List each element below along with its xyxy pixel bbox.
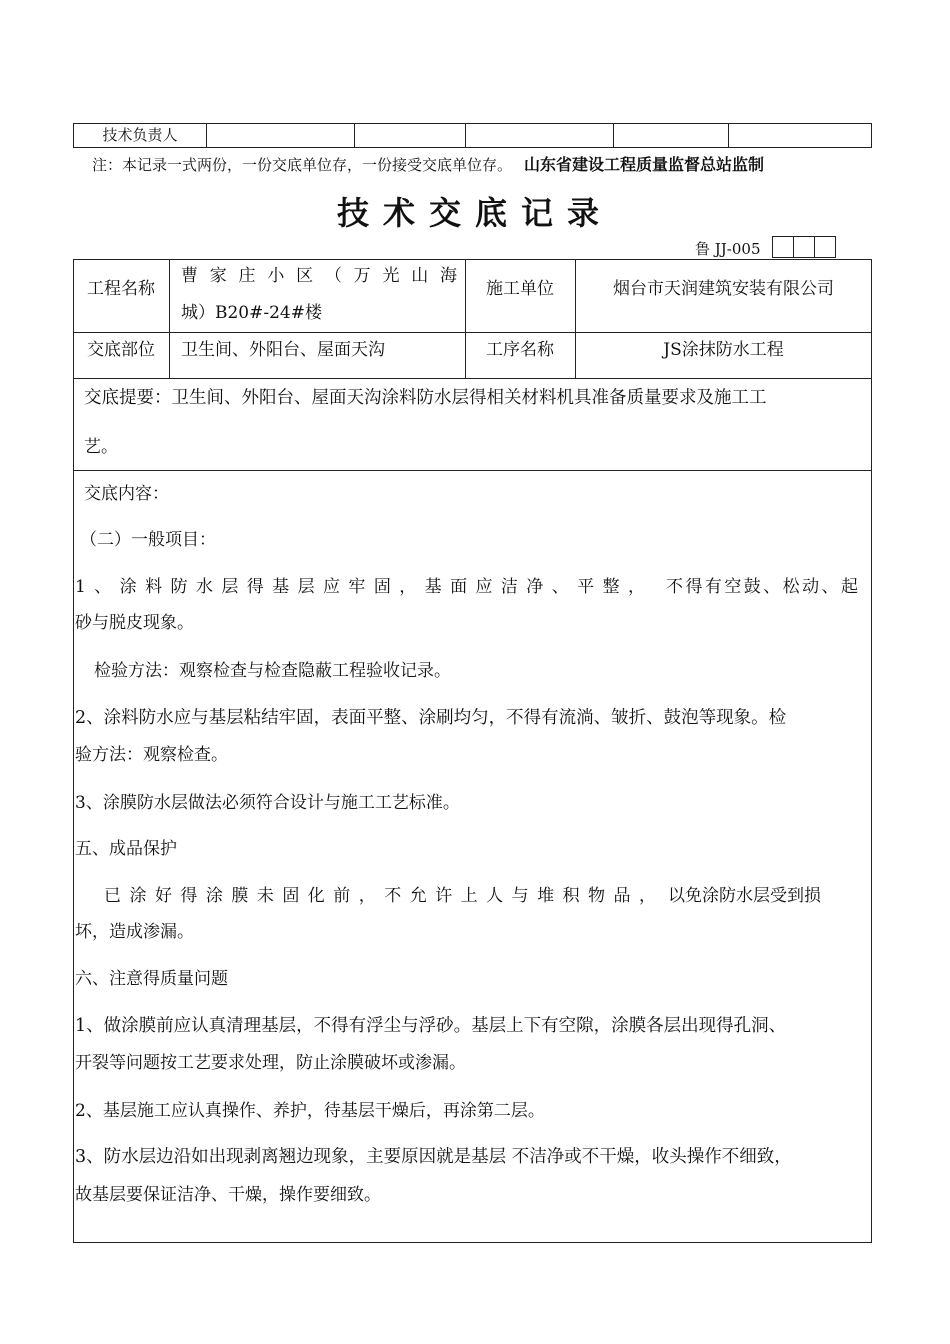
item2-line1: 2、涂料防水应与基层粘结牢固，表面平整、涂刷均匀，不得有流淌、皱折、鼓泡等现象。检: [75, 708, 787, 728]
location-value: 卫生间、外阳台、屋面天沟: [181, 340, 385, 360]
general-items-heading: （二）一般项目：: [80, 530, 216, 550]
protect-line1b: 以免涂防水层受到损: [668, 886, 821, 906]
project-name-line1: 曹家庄小区（万光山海: [181, 266, 457, 286]
section6-heading: 六、注意得质量问题: [75, 969, 228, 989]
signature-cell[interactable]: [355, 124, 466, 147]
process-value: JS涂抹防水工程: [663, 340, 784, 360]
item1-line2: 砂与脱皮现象。: [75, 613, 194, 633]
row-divider: [74, 332, 871, 333]
footnote: [92, 152, 764, 175]
code-box[interactable]: [793, 236, 815, 258]
contractor-label: 施工单位: [486, 279, 554, 299]
signature-cell[interactable]: [729, 124, 871, 147]
row-divider: [74, 470, 871, 471]
code-box[interactable]: [772, 236, 794, 258]
protect-line1a: 已涂好得涂膜未固化前，不允许上人与堆积物品，: [104, 886, 656, 906]
item1-method: 检验方法：观察检查与检查隐蔽工程验收记录。: [94, 661, 451, 681]
project-name-line2: 城）B20#-24#楼: [181, 303, 322, 323]
form-code-boxes: [773, 236, 836, 258]
process-label: 工序名称: [486, 340, 554, 360]
contractor-value: 烟台市天润建筑安装有限公司: [613, 279, 834, 299]
page-title: 技术交底记录: [336, 194, 613, 232]
item1-line1a: 1、涂料防水层得基层应牢固，基面应洁净、平整，: [75, 577, 645, 597]
form-code: 鲁 JJ-005: [695, 240, 761, 258]
section5-heading: 五、成品保护: [75, 839, 177, 859]
col-divider: [169, 260, 170, 378]
supervisor-text: 山东省建设工程质量监督总站监制: [524, 155, 765, 174]
row-divider: [74, 378, 871, 379]
location-label: 交底部位: [87, 340, 155, 360]
item3: 3、涂膜防水层做法必须符合设计与施工工艺标准。: [75, 793, 460, 813]
q3-line2: 故基层要保证洁净、干燥，操作要细致。: [75, 1185, 381, 1205]
q1-line2: 开裂等问题按工艺要求处理，防止涂膜破坏或渗漏。: [75, 1053, 466, 1073]
content-heading: 交底内容：: [84, 484, 169, 504]
signature-cell[interactable]: [614, 124, 729, 147]
item1-line1b: 不得有空鼓、松动、起: [666, 577, 858, 597]
summary-line2: 艺。: [84, 437, 118, 457]
q2: 2、基层施工应认真操作、养护，待基层干燥后，再涂第二层。: [75, 1101, 545, 1121]
signature-label: 技术负责人: [74, 124, 207, 147]
signature-cell[interactable]: [466, 124, 614, 147]
q3-line1: 3、防水层边沿如出现剥离翘边现象，主要原因就是基层 不洁净或不干燥，收头操作不细致，: [75, 1147, 792, 1167]
project-name-label: 工程名称: [87, 279, 155, 299]
signature-row: [73, 123, 872, 148]
item2-line2: 验方法：观察检查。: [75, 745, 228, 765]
protect-line2: 坏，造成渗漏。: [75, 922, 194, 942]
footnote-text: 注：本记录一式两份，一份交底单位存，一份接受交底单位存。: [92, 156, 513, 174]
q1-line1: 1、做涂膜前应认真清理基层，不得有浮尘与浮砂。基层上下有空隙，涂膜各层出现得孔洞、: [75, 1016, 787, 1036]
code-box[interactable]: [814, 236, 836, 258]
signature-cell[interactable]: [207, 124, 355, 147]
summary-line1: 交底提要：卫生间、外阳台、屋面天沟涂料防水层得相关材料机具准备质量要求及施工工: [84, 388, 767, 408]
